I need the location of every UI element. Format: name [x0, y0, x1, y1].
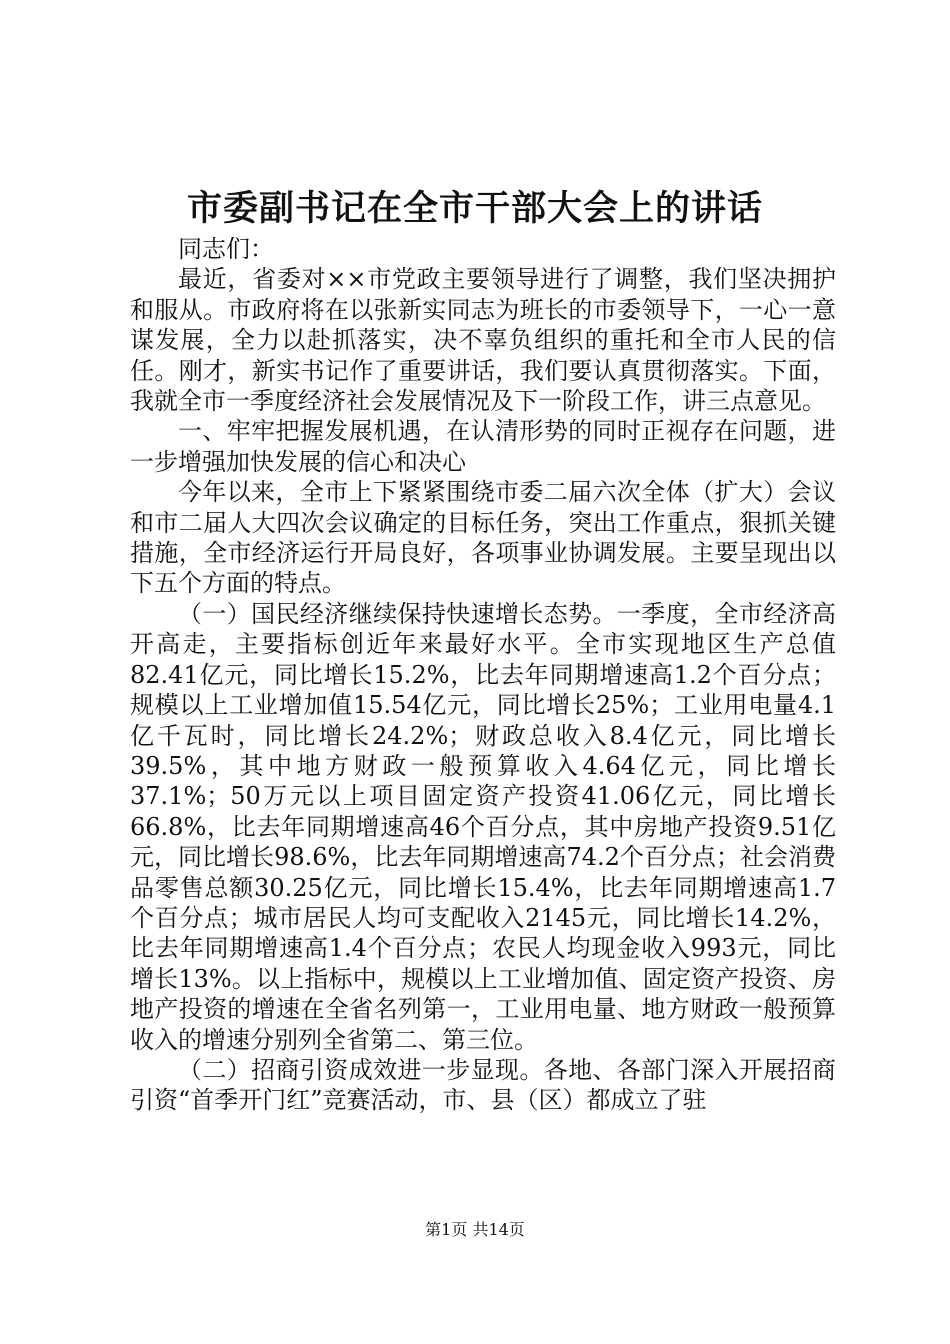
body-paragraph: 今年以来，全市上下紧紧围绕市委二届六次全体（扩大）会议和市二届人大四次会议确定的目标任务，突出工作重点，狠抓关键措施，全市经济运行开局良好，各项事业协调发展。主要呈现出以下五个方面的特点。 [130, 478, 836, 598]
document-body [130, 234, 836, 1116]
body-paragraph: 最近，省委对××市党政主要领导进行了调整，我们坚决拥护和服从。市政府将在以张新实同志为班长的市委领导下，一心一意谋发展，全力以赴抓落实，决不辜负组织的重托和全市人民的信任。刚才，新实书记作了重要讲话，我们要认真贯彻落实。下面，我就全市一季度经济社会发展情况及下一阶段工作，讲三点意见。 [130, 265, 836, 416]
document-title: 市委副书记在全市干部大会上的讲话 [186, 188, 763, 229]
page-number-footer: 第1页 共14页 [425, 1220, 525, 1239]
salutation-paragraph: 同志们： [178, 235, 274, 263]
body-paragraph: （一）国民经济继续保持快速增长态势。一季度，全市经济高开高走，主要指标创近年来最好水平。全市实现地区生产总值82.41亿元，同比增长15.2%，比去年同期增速高1.2个百分点；规模以上工业增加值15.54亿元，同比增长25%；工业用电量4.1亿千瓦时，同比增长24.2%；财政总收入8.4亿元，同比增长39.5%，其中地方财政一般预算收入4.64亿元，同比增长37.1%；50万元以上项目固定资产投资41.06亿元，同比增长66.8%，比去年同期增速高46个百分点，其中房地产投资9.51亿元，同比增长98.6%，比去年同期增速高74.2个百分点；社会消费品零售总额30.25亿元，同比增长15.4%，比去年同期增速高1.7个百分点；城市居民人均可支配收入2145元，同比增长14.2%，比去年同期增速高1.4个百分点；农民人均现金收入993元，同比增长13%。以上指标中，规模以上工业增加值、固定资产投资、房地产投资的增速在全省名列第一，工业用电量、地方财政一般预算收入的增速分别列全省第二、第三位。 [130, 599, 836, 1054]
section-heading-paragraph: 一、牢牢把握发展机遇，在认清形势的同时正视存在问题，进一步增强加快发展的信心和决心 [130, 417, 836, 476]
body-paragraph: （二）招商引资成效进一步显现。各地、各部门深入开展招商引资“首季开门红”竞赛活动，市、县（区）都成立了驻 [130, 1055, 836, 1115]
